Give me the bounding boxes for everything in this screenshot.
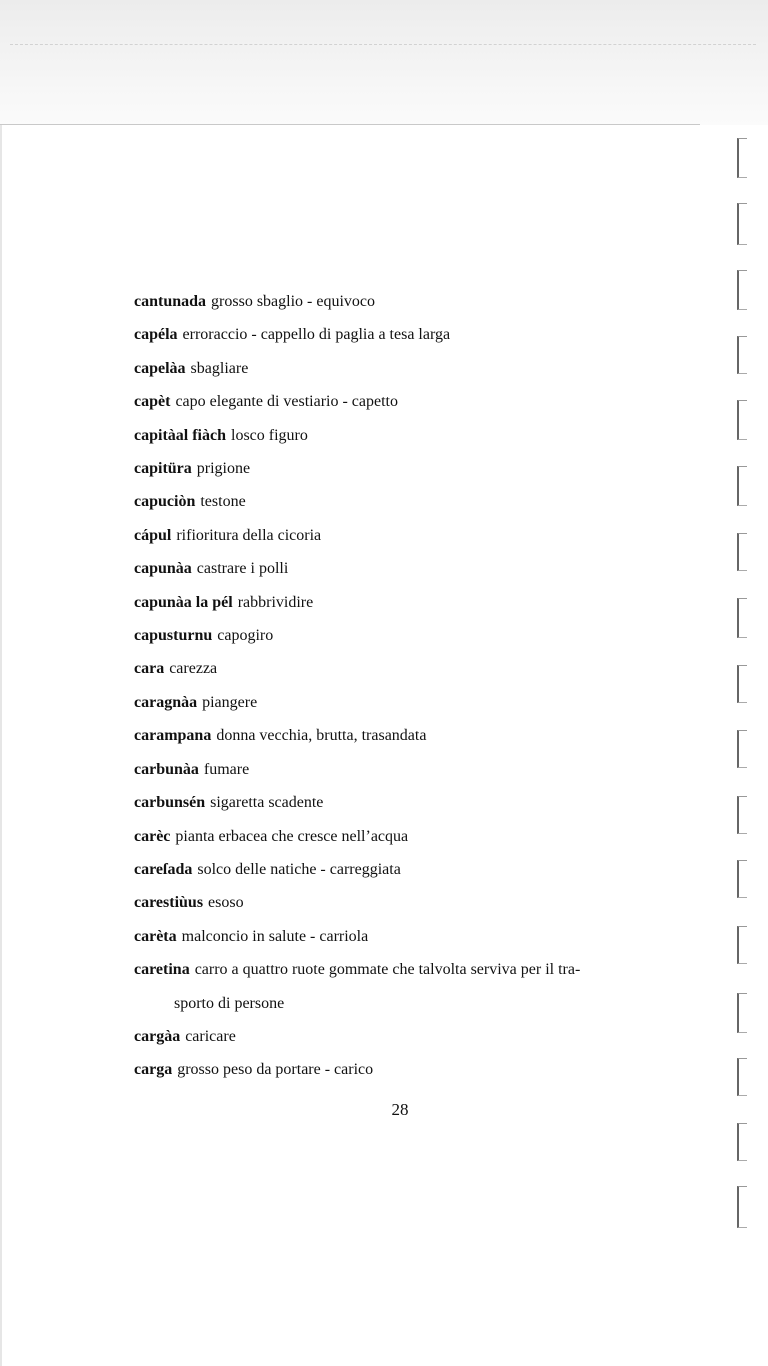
scan-bracket-mark: [737, 860, 747, 898]
entry-term: carèc: [134, 827, 171, 845]
dictionary-entry: [134, 385, 694, 418]
entry-definition: erroraccio - cappello di paglia a tesa larga: [182, 326, 451, 344]
entry-term: capusturnu: [134, 627, 213, 645]
scan-bracket-mark: [737, 1123, 747, 1161]
entry-term: capunàa la pél: [134, 593, 233, 611]
dictionary-entry: [134, 753, 694, 786]
dictionary-entry: [134, 820, 694, 853]
entry-definition-continuation: sporto di persone: [174, 994, 285, 1012]
dictionary-entry: [134, 1020, 694, 1053]
dictionary-entry: [134, 419, 694, 452]
entry-definition: rifioritura della cicoria: [176, 526, 322, 544]
dictionary-entry: [134, 920, 694, 953]
scan-bracket-mark: [737, 665, 747, 703]
page-number: 28: [391, 1100, 409, 1119]
scan-bracket-mark: [737, 926, 747, 964]
scan-bracket-mark: [737, 1058, 747, 1096]
entry-term: carga: [134, 1061, 173, 1079]
entry-term: carbunsén: [134, 794, 206, 812]
entry-term: caretina: [134, 961, 190, 979]
entry-term: capelàa: [134, 359, 186, 377]
scan-bracket-mark: [737, 270, 747, 310]
entry-definition: sbagliare: [190, 359, 249, 377]
entry-definition: capo elegante di vestiario - capetto: [175, 393, 398, 411]
scan-bracket-mark: [737, 466, 747, 506]
dictionary-entry: [134, 686, 694, 719]
entry-term: capitàal fiàch: [134, 426, 226, 444]
scan-top-shadow: [0, 0, 768, 125]
entry-term: careſada: [134, 860, 193, 878]
entry-term: capunàa: [134, 560, 192, 578]
scan-edge-brackets: [737, 138, 767, 1238]
scan-artifact-line: [10, 44, 756, 45]
entry-definition: pianta erbacea che cresce nell’acqua: [175, 827, 409, 845]
scan-bracket-mark: [737, 203, 747, 245]
entry-definition: esoso: [208, 894, 244, 912]
scan-bracket-mark: [737, 993, 747, 1033]
dictionary-entries: [134, 285, 694, 1087]
dictionary-entry: [134, 318, 694, 351]
entry-definition: carro a quattro ruote gommate che talvolta serviva per il tra-: [194, 961, 581, 979]
entry-definition: malconcio in salute - carriola: [181, 927, 369, 945]
entry-definition: piangere: [202, 693, 258, 711]
scan-bracket-mark: [737, 1186, 747, 1228]
entry-term: capéla: [134, 326, 178, 344]
entry-term: cantunada: [134, 293, 207, 310]
page-top-rule: [0, 124, 700, 125]
dictionary-entry: [134, 586, 694, 619]
entry-definition: capogiro: [217, 627, 274, 645]
scan-bracket-mark: [737, 533, 747, 571]
dictionary-entry: [134, 552, 694, 585]
dictionary-entry: [134, 352, 694, 385]
entry-definition: sigaretta scadente: [210, 794, 324, 812]
entry-definition: carezza: [169, 660, 218, 678]
entry-definition: rabbrividire: [237, 593, 314, 611]
entry-term: carbunàa: [134, 760, 199, 778]
dictionary-entry: [134, 953, 694, 1020]
entry-term: cápul: [134, 526, 172, 544]
entry-term: capuciòn: [134, 493, 196, 511]
scan-bracket-mark: [737, 336, 747, 374]
entry-definition: testone: [200, 493, 246, 511]
entry-term: capitüra: [134, 460, 192, 478]
scan-bracket-mark: [737, 138, 747, 178]
entry-definition: donna vecchia, brutta, trasandata: [216, 727, 427, 745]
dictionary-entry: [134, 652, 694, 685]
entry-definition: fumare: [203, 760, 250, 778]
dictionary-entry: [134, 285, 694, 318]
dictionary-entry: [134, 619, 694, 652]
dictionary-entry: [134, 452, 694, 485]
scan-bracket-mark: [737, 400, 747, 440]
entry-term: caragnàa: [134, 693, 198, 711]
dictionary-entry: [134, 485, 694, 518]
scan-bracket-mark: [737, 730, 747, 768]
scan-bracket-mark: [737, 796, 747, 834]
entry-definition: caricare: [185, 1027, 236, 1045]
dictionary-entry: [134, 786, 694, 819]
entry-term: cara: [134, 660, 165, 678]
dictionary-entry: [134, 519, 694, 552]
entry-definition: grosso sbaglio - equivoco: [211, 293, 376, 310]
entry-definition: losco figuro: [231, 426, 308, 444]
dictionary-entry: [134, 886, 694, 919]
entry-term: cargàa: [134, 1027, 181, 1045]
page-left-edge: [0, 125, 2, 1366]
entry-term: capèt: [134, 393, 171, 411]
dictionary-entry: [134, 853, 694, 886]
entry-definition: castrare i polli: [196, 560, 289, 578]
entry-definition: grosso peso da portare - carico: [177, 1061, 374, 1079]
entry-term: carampana: [134, 727, 212, 745]
scan-bracket-mark: [737, 598, 747, 638]
dictionary-entry: [134, 1053, 694, 1086]
entry-definition: prigione: [196, 460, 251, 478]
entry-definition: solco delle natiche - carreggiata: [197, 860, 401, 878]
entry-term: carèta: [134, 927, 177, 945]
dictionary-entry: [134, 719, 694, 752]
entry-term: carestiùus: [134, 894, 204, 912]
